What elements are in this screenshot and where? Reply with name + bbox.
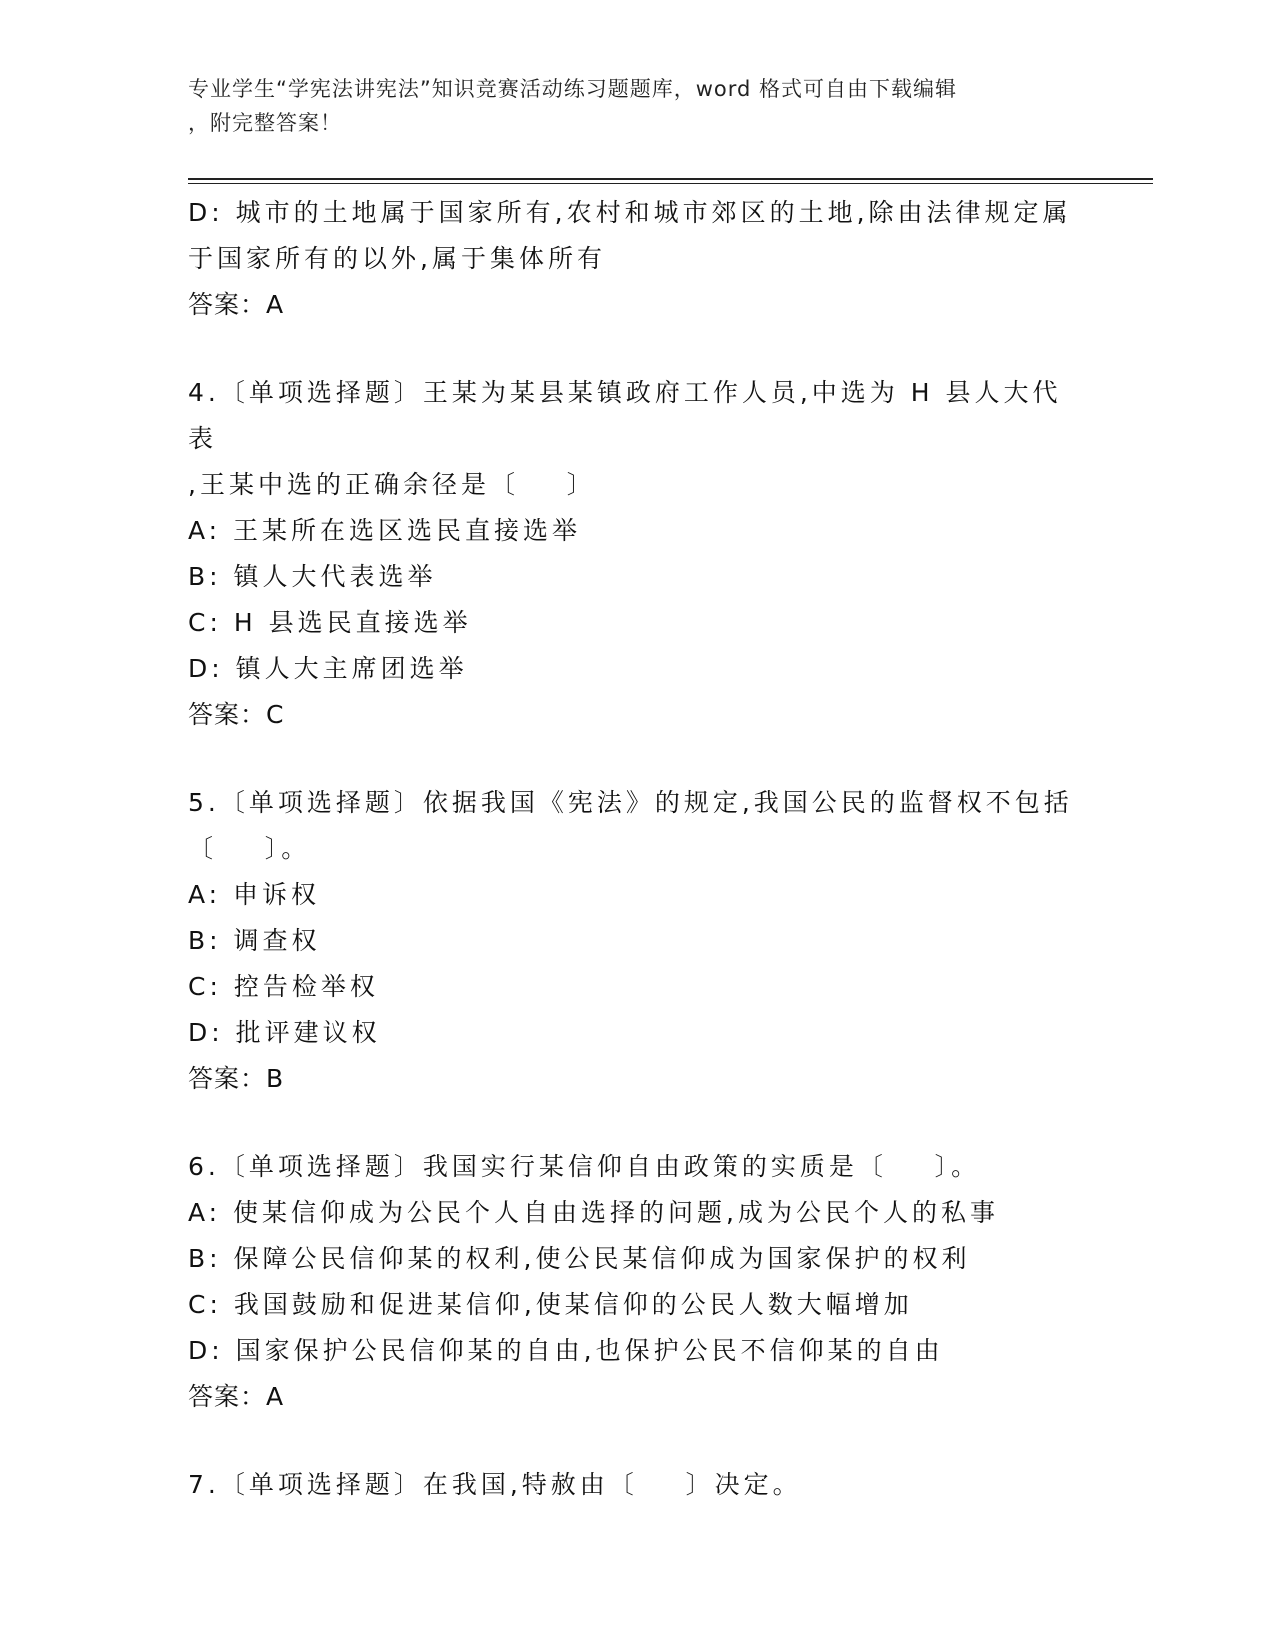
option-d-continued: 于国家所有的以外,属于集体所有 — [188, 244, 606, 273]
option-d: D: 国家保护公民信仰某的自由,也保护公民不信仰某的自由 — [188, 1336, 944, 1365]
question-stem: 6.〔单项选择题〕我国实行某信仰自由政策的实质是〔 〕。 — [188, 1152, 981, 1181]
option-d: D: 城市的土地属于国家所有,农村和城市郊区的土地,除由法律规定属 — [188, 198, 1072, 227]
header-divider-thin — [188, 183, 1153, 184]
option-a: A: 王某所在选区选民直接选举 — [188, 516, 582, 545]
option-d: D: 批评建议权 — [188, 1018, 381, 1047]
question-stem: 5.〔单项选择题〕依据我国《宪法》的规定,我国公民的监督权不包括 — [188, 788, 1073, 817]
answer-line: 答案：A — [188, 1382, 285, 1411]
option-c: C: H 县选民直接选举 — [188, 608, 472, 637]
question-list — [188, 190, 1088, 1508]
question-stem-continued: 〔 〕。 — [188, 834, 311, 863]
option-c: C: 控告检举权 — [188, 972, 379, 1001]
page-header — [188, 72, 1068, 140]
answer-line: 答案：A — [188, 290, 285, 319]
question-block-7 — [188, 1462, 1088, 1508]
question-block-4 — [188, 370, 1088, 738]
header-line-2: ，附完整答案！ — [188, 111, 342, 135]
question-block-5 — [188, 780, 1088, 1102]
option-a: A: 使某信仰成为公民个人自由选择的问题,成为公民个人的私事 — [188, 1198, 999, 1227]
option-b: B: 调查权 — [188, 926, 321, 955]
question-stem-continued: ,王某中选的正确余径是〔 〕 — [188, 470, 596, 499]
header-divider-thick — [188, 178, 1153, 180]
header-line-1: 专业学生“学宪法讲宪法”知识竞赛活动练习题题库，word 格式可自由下载编辑 — [188, 77, 958, 101]
option-b: B: 保障公民信仰某的权利,使公民某信仰成为国家保护的权利 — [188, 1244, 971, 1273]
option-a: A: 申诉权 — [188, 880, 321, 909]
question-stem: 4.〔单项选择题〕王某为某县某镇政府工作人员,中选为 H 县人大代表 — [188, 378, 1062, 453]
question-stem: 7.〔单项选择题〕在我国,特赦由〔 〕决定。 — [188, 1470, 802, 1499]
option-c: C: 我国鼓励和促进某信仰,使某信仰的公民人数大幅增加 — [188, 1290, 913, 1319]
answer-line: 答案：B — [188, 1064, 285, 1093]
answer-line: 答案：C — [188, 700, 285, 729]
question-block-6 — [188, 1144, 1088, 1420]
question-block-3-continued — [188, 190, 1088, 328]
option-d: D: 镇人大主席团选举 — [188, 654, 468, 683]
option-b: B: 镇人大代表选举 — [188, 562, 437, 591]
